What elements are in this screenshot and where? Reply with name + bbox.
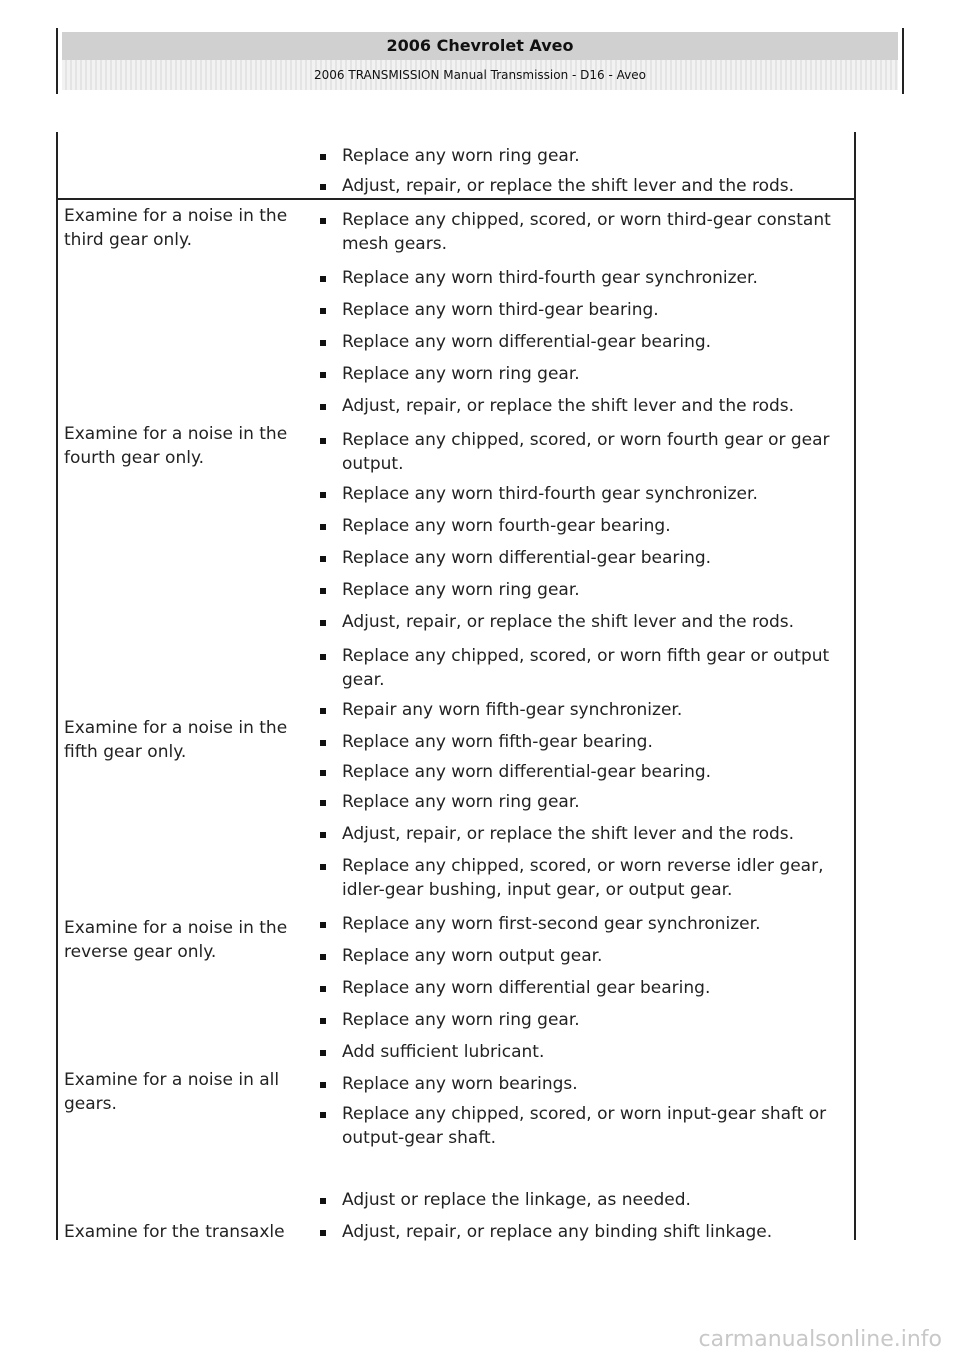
action-item: Adjust, repair, or replace any binding shift linkage.: [342, 1220, 852, 1244]
action-item: Replace any worn differential-gear bearing.: [342, 760, 852, 784]
action-item: Repair any worn fifth-gear synchronizer.: [342, 698, 852, 722]
bullet-icon: [320, 438, 326, 444]
bullet-icon: [320, 1082, 326, 1088]
bullet-icon: [320, 1112, 326, 1118]
action-item: Adjust, repair, or replace the shift lever and the rods.: [342, 174, 852, 198]
bullet-icon: [320, 276, 326, 282]
bullet-icon: [320, 184, 326, 190]
action-item: Replace any worn third-fourth gear synchronizer.: [342, 482, 852, 506]
bullet-icon: [320, 154, 326, 160]
condition-text: Examine for a noise in all gears.: [64, 1070, 280, 1114]
condition-text: Examine for the transaxle: [64, 1222, 285, 1242]
row-divider: [56, 198, 856, 200]
header-right-border: [902, 28, 904, 94]
action-item: Replace any chipped, scored, or worn third-gear constant mesh gears.: [342, 208, 852, 256]
bullet-icon: [320, 620, 326, 626]
action-item: Replace any worn fourth-gear bearing.: [342, 514, 852, 538]
site-watermark: carmanualsonline.info: [698, 1327, 942, 1352]
bullet-icon: [320, 340, 326, 346]
action-item: Adjust, repair, or replace the shift lever and the rods.: [342, 822, 852, 846]
bullet-icon: [320, 708, 326, 714]
bullet-icon: [320, 588, 326, 594]
action-item: Replace any chipped, scored, or worn reverse idler gear, idler-gear bushing, input gear, or output gear.: [342, 854, 852, 902]
action-item: Replace any worn ring gear.: [342, 1008, 852, 1032]
bullet-icon: [320, 492, 326, 498]
bullet-icon: [320, 218, 326, 224]
bullet-icon: [320, 1050, 326, 1056]
bullet-icon: [320, 1198, 326, 1204]
action-item: Replace any worn differential-gear bearing.: [342, 330, 852, 354]
action-item: Adjust, repair, or replace the shift lever and the rods.: [342, 394, 852, 418]
bullet-icon: [320, 864, 326, 870]
action-item: Replace any worn ring gear.: [342, 578, 852, 602]
diagnosis-table: [56, 132, 856, 1240]
action-item: Adjust or replace the linkage, as needed.: [342, 1188, 852, 1212]
bullet-icon: [320, 556, 326, 562]
bullet-icon: [320, 524, 326, 530]
header-subtitle: 2006 TRANSMISSION Manual Transmission - D16 - Aveo: [62, 60, 898, 90]
bullet-icon: [320, 770, 326, 776]
header-left-border: [56, 28, 58, 94]
bullet-icon: [320, 922, 326, 928]
bullet-icon: [320, 740, 326, 746]
action-item: Replace any worn output gear.: [342, 944, 852, 968]
action-item: Replace any worn bearings.: [342, 1072, 852, 1096]
action-item: Replace any worn fifth-gear bearing.: [342, 730, 852, 754]
action-item: Replace any chipped, scored, or worn fourth gear or gear output.: [342, 428, 852, 476]
action-item: Replace any worn differential-gear bearing.: [342, 546, 852, 570]
bullet-icon: [320, 404, 326, 410]
action-item: Replace any worn ring gear.: [342, 144, 852, 168]
condition-text: Examine for a noise in the reverse gear only.: [64, 918, 288, 962]
action-item: Replace any chipped, scored, or worn input-gear shaft or output-gear shaft.: [342, 1102, 852, 1150]
action-item: Adjust, repair, or replace the shift lever and the rods.: [342, 610, 852, 634]
bullet-icon: [320, 800, 326, 806]
action-item: Replace any worn third-fourth gear synchronizer.: [342, 266, 852, 290]
header-title: 2006 Chevrolet Aveo: [62, 32, 898, 60]
bullet-icon: [320, 986, 326, 992]
bullet-icon: [320, 308, 326, 314]
action-item: Replace any worn ring gear.: [342, 362, 852, 386]
condition-text: Examine for a noise in the fifth gear only.: [64, 718, 288, 762]
bullet-icon: [320, 1018, 326, 1024]
table-left-border: [56, 132, 58, 1240]
action-item: Replace any worn first-second gear synchronizer.: [342, 912, 852, 936]
bullet-icon: [320, 654, 326, 660]
action-item: Replace any worn ring gear.: [342, 790, 852, 814]
bullet-icon: [320, 1230, 326, 1236]
condition-text: Examine for a noise in the fourth gear only.: [64, 424, 288, 468]
bullet-icon: [320, 954, 326, 960]
action-item: Replace any worn differential gear bearing.: [342, 976, 852, 1000]
condition-text: Examine for a noise in the third gear only.: [64, 206, 288, 250]
bullet-icon: [320, 832, 326, 838]
table-right-border: [854, 132, 856, 1240]
action-item: Add sufficient lubricant.: [342, 1040, 852, 1064]
action-item: Replace any chipped, scored, or worn fifth gear or output gear.: [342, 644, 852, 692]
action-item: Replace any worn third-gear bearing.: [342, 298, 852, 322]
bullet-icon: [320, 372, 326, 378]
